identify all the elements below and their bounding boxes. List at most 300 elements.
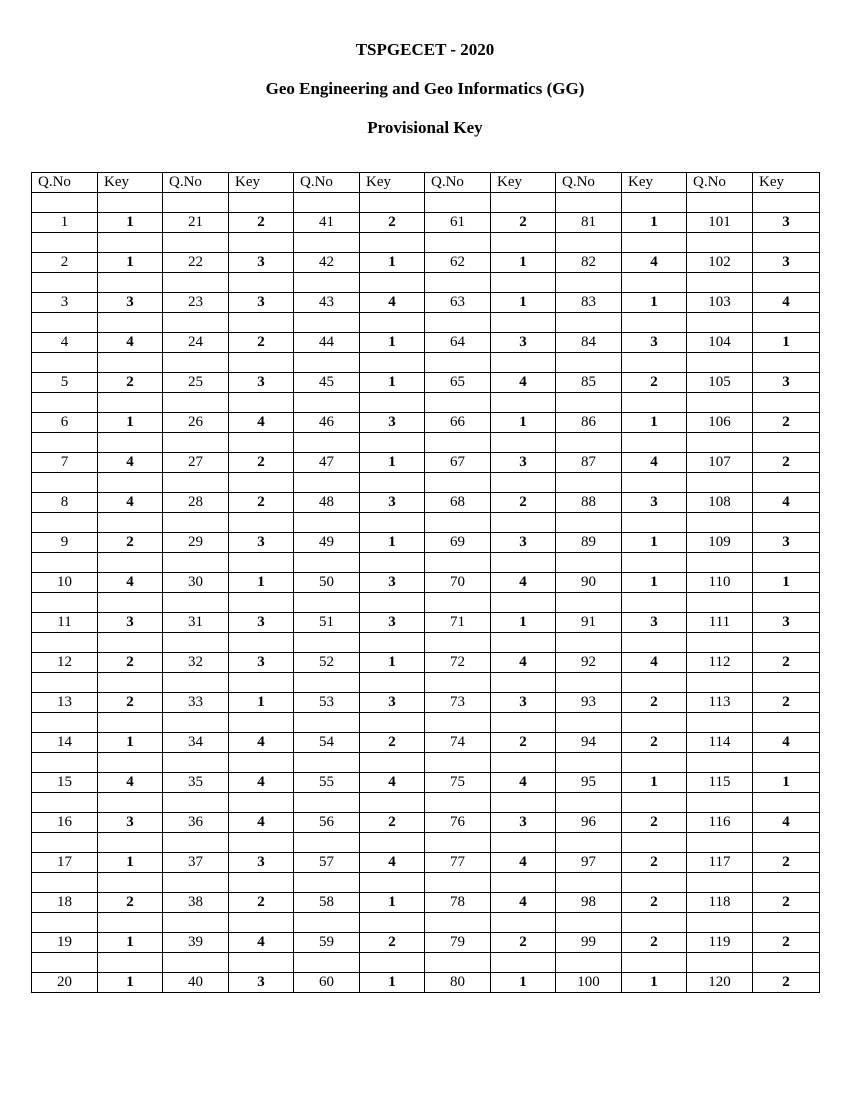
answer-key-cell: 3 <box>753 213 820 233</box>
question-number-cell: 67 <box>425 453 491 473</box>
answer-key-cell: 2 <box>229 893 294 913</box>
spacer-cell <box>32 233 98 253</box>
spacer-cell <box>753 233 820 253</box>
question-number-cell: 89 <box>556 533 622 553</box>
table-row <box>32 733 820 753</box>
spacer-cell <box>163 633 229 653</box>
question-number-cell: 93 <box>556 693 622 713</box>
table-row <box>32 253 820 273</box>
answer-key-cell: 4 <box>753 293 820 313</box>
answer-key-cell: 1 <box>622 573 687 593</box>
spacer-cell <box>163 473 229 493</box>
spacer-cell <box>687 313 753 333</box>
header-qno: Q.No <box>163 173 229 193</box>
answer-key-cell: 3 <box>622 493 687 513</box>
spacer-cell <box>163 953 229 973</box>
spacer-row <box>32 353 820 373</box>
answer-key-cell: 1 <box>98 973 163 993</box>
answer-key-cell: 2 <box>622 853 687 873</box>
answer-key-cell: 4 <box>753 813 820 833</box>
spacer-cell <box>360 793 425 813</box>
spacer-cell <box>360 353 425 373</box>
spacer-row <box>32 313 820 333</box>
spacer-cell <box>491 513 556 533</box>
table-row <box>32 293 820 313</box>
spacer-cell <box>360 193 425 213</box>
spacer-cell <box>687 193 753 213</box>
question-number-cell: 38 <box>163 893 229 913</box>
spacer-cell <box>556 233 622 253</box>
answer-key-cell: 2 <box>98 533 163 553</box>
question-number-cell: 39 <box>163 933 229 953</box>
question-number-cell: 98 <box>556 893 622 913</box>
answer-key-cell: 1 <box>622 773 687 793</box>
question-number-cell: 27 <box>163 453 229 473</box>
answer-key-cell: 3 <box>753 533 820 553</box>
answer-key-cell: 3 <box>229 653 294 673</box>
answer-key-cell: 2 <box>360 933 425 953</box>
answer-key-cell: 3 <box>491 533 556 553</box>
question-number-cell: 82 <box>556 253 622 273</box>
question-number-cell: 108 <box>687 493 753 513</box>
question-number-cell: 117 <box>687 853 753 873</box>
question-number-cell: 112 <box>687 653 753 673</box>
spacer-cell <box>425 793 491 813</box>
answer-key-cell: 3 <box>360 693 425 713</box>
spacer-cell <box>229 913 294 933</box>
spacer-cell <box>622 793 687 813</box>
spacer-cell <box>491 473 556 493</box>
spacer-cell <box>753 793 820 813</box>
answer-key-cell: 1 <box>360 533 425 553</box>
question-number-cell: 34 <box>163 733 229 753</box>
question-number-cell: 45 <box>294 373 360 393</box>
spacer-cell <box>753 513 820 533</box>
answer-key-cell: 2 <box>229 493 294 513</box>
question-number-cell: 102 <box>687 253 753 273</box>
answer-key-cell: 2 <box>622 893 687 913</box>
spacer-cell <box>556 713 622 733</box>
answer-key-cell: 4 <box>229 733 294 753</box>
spacer-row <box>32 633 820 653</box>
spacer-cell <box>753 953 820 973</box>
spacer-cell <box>229 353 294 373</box>
spacer-cell <box>425 513 491 533</box>
answer-key-cell: 4 <box>98 573 163 593</box>
spacer-cell <box>294 673 360 693</box>
answer-key-cell: 2 <box>360 813 425 833</box>
spacer-cell <box>425 473 491 493</box>
answer-key-cell: 2 <box>229 213 294 233</box>
question-number-cell: 11 <box>32 613 98 633</box>
spacer-cell <box>294 713 360 733</box>
spacer-cell <box>32 913 98 933</box>
spacer-cell <box>622 233 687 253</box>
question-number-cell: 109 <box>687 533 753 553</box>
answer-key-cell: 4 <box>229 773 294 793</box>
spacer-cell <box>622 913 687 933</box>
spacer-cell <box>360 953 425 973</box>
answer-key-cell: 3 <box>753 373 820 393</box>
answer-key-cell: 1 <box>229 693 294 713</box>
spacer-cell <box>491 353 556 373</box>
table-row <box>32 693 820 713</box>
spacer-cell <box>32 593 98 613</box>
spacer-cell <box>491 713 556 733</box>
question-number-cell: 68 <box>425 493 491 513</box>
spacer-cell <box>687 513 753 533</box>
spacer-cell <box>360 633 425 653</box>
header-key: Key <box>753 173 820 193</box>
table-row <box>32 493 820 513</box>
table-row <box>32 613 820 633</box>
answer-key-body <box>32 173 820 993</box>
spacer-cell <box>556 873 622 893</box>
answer-key-cell: 4 <box>491 373 556 393</box>
spacer-cell <box>294 953 360 973</box>
spacer-cell <box>360 593 425 613</box>
question-number-cell: 16 <box>32 813 98 833</box>
answer-key-cell: 4 <box>98 493 163 513</box>
spacer-cell <box>491 273 556 293</box>
answer-key-cell: 3 <box>753 613 820 633</box>
spacer-cell <box>163 793 229 813</box>
question-number-cell: 10 <box>32 573 98 593</box>
answer-key-cell: 4 <box>98 453 163 473</box>
answer-key-cell: 2 <box>753 413 820 433</box>
answer-key-cell: 1 <box>360 893 425 913</box>
answer-key-cell: 2 <box>753 933 820 953</box>
spacer-cell <box>687 233 753 253</box>
answer-key-cell: 1 <box>622 213 687 233</box>
question-number-cell: 57 <box>294 853 360 873</box>
answer-key-cell: 2 <box>753 973 820 993</box>
table-row <box>32 533 820 553</box>
question-number-cell: 53 <box>294 693 360 713</box>
question-number-cell: 35 <box>163 773 229 793</box>
answer-key-cell: 2 <box>360 733 425 753</box>
answer-key-cell: 3 <box>98 613 163 633</box>
spacer-cell <box>491 233 556 253</box>
spacer-cell <box>753 273 820 293</box>
question-number-cell: 37 <box>163 853 229 873</box>
question-number-cell: 73 <box>425 693 491 713</box>
table-row <box>32 373 820 393</box>
spacer-cell <box>556 833 622 853</box>
question-number-cell: 111 <box>687 613 753 633</box>
spacer-cell <box>32 353 98 373</box>
spacer-cell <box>229 793 294 813</box>
spacer-cell <box>294 433 360 453</box>
answer-key-cell: 3 <box>98 813 163 833</box>
answer-key-cell: 2 <box>622 733 687 753</box>
spacer-cell <box>360 673 425 693</box>
spacer-cell <box>360 713 425 733</box>
spacer-cell <box>753 593 820 613</box>
spacer-cell <box>163 193 229 213</box>
question-number-cell: 91 <box>556 613 622 633</box>
spacer-cell <box>622 513 687 533</box>
table-row <box>32 773 820 793</box>
spacer-cell <box>163 433 229 453</box>
spacer-cell <box>687 353 753 373</box>
spacer-cell <box>753 753 820 773</box>
answer-key-cell: 2 <box>360 213 425 233</box>
question-number-cell: 120 <box>687 973 753 993</box>
question-number-cell: 100 <box>556 973 622 993</box>
spacer-cell <box>556 633 622 653</box>
answer-key-cell: 1 <box>491 413 556 433</box>
question-number-cell: 110 <box>687 573 753 593</box>
spacer-cell <box>32 953 98 973</box>
question-number-cell: 7 <box>32 453 98 473</box>
spacer-cell <box>425 313 491 333</box>
question-number-cell: 104 <box>687 333 753 353</box>
question-number-cell: 28 <box>163 493 229 513</box>
answer-key-cell: 2 <box>622 373 687 393</box>
spacer-cell <box>98 553 163 573</box>
spacer-cell <box>360 833 425 853</box>
answer-key-table <box>31 172 820 993</box>
spacer-cell <box>32 193 98 213</box>
spacer-cell <box>294 793 360 813</box>
answer-key-cell: 3 <box>360 493 425 513</box>
spacer-cell <box>229 833 294 853</box>
spacer-cell <box>294 233 360 253</box>
spacer-cell <box>294 753 360 773</box>
spacer-cell <box>32 313 98 333</box>
spacer-cell <box>98 233 163 253</box>
spacer-cell <box>294 633 360 653</box>
table-row <box>32 333 820 353</box>
answer-key-cell: 2 <box>622 813 687 833</box>
spacer-cell <box>753 193 820 213</box>
spacer-cell <box>425 913 491 933</box>
spacer-cell <box>687 273 753 293</box>
spacer-cell <box>753 313 820 333</box>
question-number-cell: 83 <box>556 293 622 313</box>
spacer-cell <box>622 473 687 493</box>
spacer-cell <box>622 193 687 213</box>
question-number-cell: 23 <box>163 293 229 313</box>
spacer-cell <box>294 553 360 573</box>
question-number-cell: 79 <box>425 933 491 953</box>
table-row <box>32 213 820 233</box>
header-key: Key <box>622 173 687 193</box>
spacer-cell <box>687 713 753 733</box>
spacer-cell <box>229 633 294 653</box>
question-number-cell: 65 <box>425 373 491 393</box>
question-number-cell: 18 <box>32 893 98 913</box>
answer-key-cell: 4 <box>753 733 820 753</box>
spacer-cell <box>753 473 820 493</box>
answer-key-cell: 1 <box>622 533 687 553</box>
question-number-cell: 59 <box>294 933 360 953</box>
spacer-cell <box>32 433 98 453</box>
question-number-cell: 12 <box>32 653 98 673</box>
spacer-cell <box>163 233 229 253</box>
answer-key-cell: 3 <box>229 613 294 633</box>
question-number-cell: 95 <box>556 773 622 793</box>
answer-key-cell: 4 <box>360 293 425 313</box>
spacer-cell <box>753 873 820 893</box>
spacer-cell <box>425 673 491 693</box>
answer-key-cell: 4 <box>229 933 294 953</box>
answer-key-cell: 1 <box>360 653 425 673</box>
question-number-cell: 114 <box>687 733 753 753</box>
answer-key-cell: 2 <box>98 693 163 713</box>
question-number-cell: 55 <box>294 773 360 793</box>
answer-key-cell: 2 <box>491 213 556 233</box>
answer-key-cell: 2 <box>753 453 820 473</box>
spacer-cell <box>556 313 622 333</box>
answer-key-cell: 2 <box>491 933 556 953</box>
answer-key-cell: 1 <box>753 333 820 353</box>
question-number-cell: 90 <box>556 573 622 593</box>
header-key: Key <box>360 173 425 193</box>
spacer-cell <box>360 313 425 333</box>
spacer-cell <box>556 473 622 493</box>
table-row <box>32 813 820 833</box>
header-qno: Q.No <box>556 173 622 193</box>
spacer-cell <box>360 473 425 493</box>
spacer-cell <box>622 753 687 773</box>
spacer-row <box>32 593 820 613</box>
header-qno: Q.No <box>687 173 753 193</box>
question-number-cell: 4 <box>32 333 98 353</box>
spacer-cell <box>622 633 687 653</box>
spacer-cell <box>163 313 229 333</box>
spacer-cell <box>360 513 425 533</box>
spacer-cell <box>98 433 163 453</box>
spacer-cell <box>229 593 294 613</box>
answer-key-cell: 3 <box>622 333 687 353</box>
spacer-cell <box>556 433 622 453</box>
spacer-cell <box>491 833 556 853</box>
question-number-cell: 88 <box>556 493 622 513</box>
spacer-cell <box>622 273 687 293</box>
spacer-cell <box>425 633 491 653</box>
spacer-cell <box>98 873 163 893</box>
spacer-cell <box>425 833 491 853</box>
answer-key-cell: 1 <box>360 253 425 273</box>
spacer-cell <box>163 393 229 413</box>
spacer-cell <box>491 393 556 413</box>
answer-key-cell: 3 <box>98 293 163 313</box>
spacer-cell <box>32 753 98 773</box>
question-number-cell: 92 <box>556 653 622 673</box>
header-key: Key <box>98 173 163 193</box>
question-number-cell: 74 <box>425 733 491 753</box>
answer-key-cell: 4 <box>360 773 425 793</box>
spacer-cell <box>229 393 294 413</box>
question-number-cell: 5 <box>32 373 98 393</box>
question-number-cell: 69 <box>425 533 491 553</box>
answer-key-cell: 3 <box>229 293 294 313</box>
spacer-cell <box>622 393 687 413</box>
spacer-cell <box>622 593 687 613</box>
answer-key-cell: 2 <box>229 453 294 473</box>
spacer-cell <box>163 913 229 933</box>
answer-key-cell: 3 <box>229 253 294 273</box>
answer-key-cell: 1 <box>360 333 425 353</box>
spacer-cell <box>753 713 820 733</box>
answer-key-cell: 1 <box>491 613 556 633</box>
spacer-cell <box>98 193 163 213</box>
question-number-cell: 21 <box>163 213 229 233</box>
spacer-cell <box>556 913 622 933</box>
spacer-cell <box>687 793 753 813</box>
question-number-cell: 77 <box>425 853 491 873</box>
spacer-row <box>32 793 820 813</box>
spacer-row <box>32 873 820 893</box>
question-number-cell: 47 <box>294 453 360 473</box>
question-number-cell: 66 <box>425 413 491 433</box>
answer-key-cell: 3 <box>229 973 294 993</box>
question-number-cell: 87 <box>556 453 622 473</box>
question-number-cell: 1 <box>32 213 98 233</box>
spacer-cell <box>556 393 622 413</box>
document-title: TSPGECET - 2020 <box>355 40 495 59</box>
question-number-cell: 52 <box>294 653 360 673</box>
question-number-cell: 103 <box>687 293 753 313</box>
spacer-cell <box>98 353 163 373</box>
spacer-cell <box>687 393 753 413</box>
spacer-cell <box>163 673 229 693</box>
spacer-cell <box>163 513 229 533</box>
spacer-row <box>32 913 820 933</box>
question-number-cell: 32 <box>163 653 229 673</box>
question-number-cell: 72 <box>425 653 491 673</box>
header-qno: Q.No <box>32 173 98 193</box>
answer-key-cell: 2 <box>491 493 556 513</box>
answer-key-cell: 2 <box>98 653 163 673</box>
spacer-cell <box>556 513 622 533</box>
question-number-cell: 46 <box>294 413 360 433</box>
spacer-cell <box>229 193 294 213</box>
question-number-cell: 99 <box>556 933 622 953</box>
spacer-cell <box>294 193 360 213</box>
answer-key-cell: 1 <box>98 413 163 433</box>
question-number-cell: 75 <box>425 773 491 793</box>
spacer-cell <box>294 913 360 933</box>
spacer-cell <box>229 873 294 893</box>
question-number-cell: 41 <box>294 213 360 233</box>
answer-key-cell: 1 <box>229 573 294 593</box>
question-number-cell: 97 <box>556 853 622 873</box>
answer-key-cell: 4 <box>491 653 556 673</box>
question-number-cell: 48 <box>294 493 360 513</box>
table-row <box>32 653 820 673</box>
spacer-cell <box>687 473 753 493</box>
spacer-cell <box>491 873 556 893</box>
question-number-cell: 2 <box>32 253 98 273</box>
spacer-cell <box>687 553 753 573</box>
question-number-cell: 25 <box>163 373 229 393</box>
spacer-cell <box>294 593 360 613</box>
answer-key-cell: 4 <box>360 853 425 873</box>
spacer-cell <box>163 833 229 853</box>
answer-key-cell: 3 <box>229 853 294 873</box>
question-number-cell: 13 <box>32 693 98 713</box>
spacer-cell <box>98 513 163 533</box>
question-number-cell: 94 <box>556 733 622 753</box>
spacer-cell <box>687 593 753 613</box>
spacer-cell <box>294 313 360 333</box>
spacer-cell <box>491 793 556 813</box>
spacer-cell <box>98 633 163 653</box>
table-row <box>32 853 820 873</box>
